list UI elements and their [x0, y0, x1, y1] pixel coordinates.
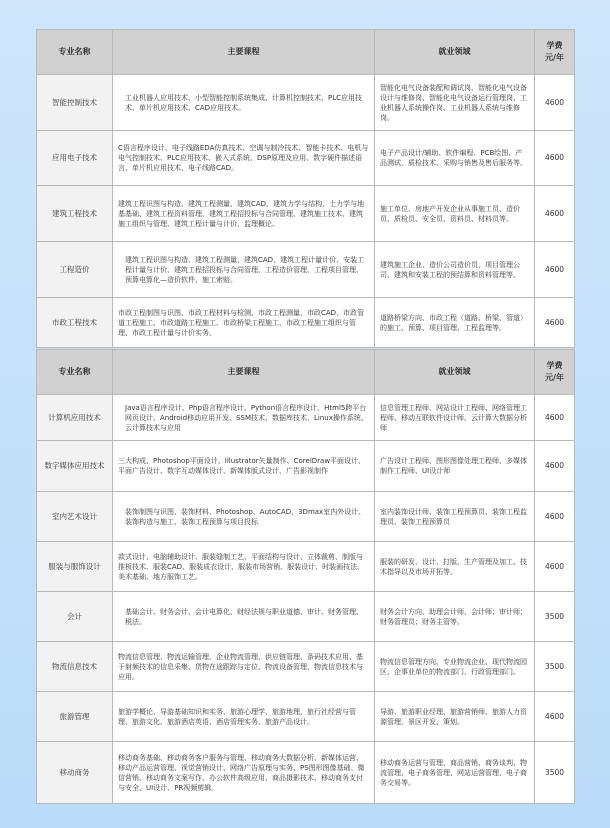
employment-field: 室内装饰设计师、装饰工程预算员、装饰工程监理员、装饰工程预算员: [375, 492, 535, 542]
tuition-fee: 3500: [535, 642, 575, 692]
header-fee-line2: 元/年: [545, 373, 564, 382]
tuition-fee: 4600: [535, 298, 575, 348]
major-name: 计算机应用技术: [37, 395, 113, 441]
major-name: 数字媒体应用技术: [37, 441, 113, 492]
header-fee-line2: 元/年: [545, 53, 564, 62]
header-major: 专业名称: [37, 30, 113, 75]
header-fee-line1: 学费: [546, 41, 563, 50]
header-major: 专业名称: [37, 350, 113, 395]
employment-field: 道路桥梁方向、市政工程（道路、桥梁、管道）的施工、预算、项目管理、工程监理等。: [375, 298, 535, 348]
table-row: [37, 298, 575, 348]
main-courses: 建筑工程识图与构造、建筑工程测量、建筑CAD、建筑力学与结构、土力学与地基基础、建筑工程资料管理、建筑工程招投标与合同管理、建筑施工技术、建筑施工组织与管理、建筑工程计量与计价、监理概论。: [113, 186, 375, 242]
header-field: 就业领域: [375, 350, 535, 395]
tuition-fee: 4600: [535, 186, 575, 242]
header-courses: 主要课程: [113, 30, 375, 75]
program-table: [36, 29, 575, 348]
employment-field: 建筑施工企业、造价公司造价员，项目管理公司、建筑和安装工程的预结算和资料管理等。: [375, 242, 535, 298]
table-row: [37, 75, 575, 131]
tuition-fee: 4600: [535, 692, 575, 742]
program-table-2: [36, 349, 574, 804]
table-row: [37, 242, 575, 298]
table-row: [37, 642, 575, 692]
table-row: [37, 542, 575, 592]
tuition-fee: 4600: [535, 75, 575, 131]
table-row: [37, 692, 575, 742]
header-field: 就业领域: [375, 30, 535, 75]
table-row: [37, 395, 575, 441]
header-fee: [535, 30, 575, 75]
program-table-1: [36, 29, 574, 348]
major-name: 市政工程技术: [37, 298, 113, 348]
employment-field: 智能化电气设备装配和调试岗、智能化电气设备设计与维修岗、智能化电气设备运行管理岗、工业机器人系统操作岗、工业机器人系统与维修岗。: [375, 75, 535, 131]
tuition-fee: 4600: [535, 492, 575, 542]
employment-field: 信息管理工程师、网站设计工程师、网络管理工程师、移动互联软件设计师、云计算大数据分析师: [375, 395, 535, 441]
main-courses: Java语言程序设计、Php语言程序设计、Python语言程序设计、Html5跨平台网页设计、Android移动应用开发、SSM技术、数据库技术、Linux操作系统、云计算技术与应用: [113, 395, 375, 441]
table-header-row: [37, 350, 575, 395]
main-courses: 款式设计、电脑辅助设计、服装缝制工艺、平面结构与设计、立体裁剪、制版与推板技术、服装CAD、服装成衣设计、服装市场营销、服装设计、时装画技法、美术基础、地方服饰工艺。: [113, 542, 375, 592]
major-name: 物流信息技术: [37, 642, 113, 692]
main-courses: 装饰制图与识图、装饰材料、Photoshop、AutoCAD、3Dmax室内外设计、装饰构造与施工、装饰工程预算与项目投标: [113, 492, 375, 542]
main-courses: C语言程序设计、电子线路EDA仿真技术、空调与制冷技术、智能卡技术、电机与电气控制技术、PLC应用技术、嵌入式系统、DSP原理及应用、数字硬件描述语言、单片机应用技术、电子线路CAD。: [113, 131, 375, 186]
header-fee-line1: 学费: [546, 361, 563, 370]
table-header-row: [37, 30, 575, 75]
tuition-fee: 4600: [535, 242, 575, 298]
table-row: [37, 441, 575, 492]
major-name: 室内艺术设计: [37, 492, 113, 542]
table-row: [37, 131, 575, 186]
major-name: 应用电子技术: [37, 131, 113, 186]
employment-field: 服装的研发、设计、打版、生产管理及加工、技术指导以及市场开拓等。: [375, 542, 535, 592]
tuition-fee: 4600: [535, 542, 575, 592]
tuition-fee: 3500: [535, 592, 575, 642]
major-name: 智能控制技术: [37, 75, 113, 131]
major-name: 工程造价: [37, 242, 113, 298]
major-name: 建筑工程技术: [37, 186, 113, 242]
employment-field: 施工单位、房地产开发企业从事施工员、造价员、质检员、安全员、资料员、材料员等。: [375, 186, 535, 242]
major-name: 服装与服饰设计: [37, 542, 113, 592]
major-name: 会计: [37, 592, 113, 642]
main-courses: 旅游学概论、导游基础知识和实务、旅游心理学、旅游地理、旅行社经营与管理、旅游文化、旅游酒店英语、酒店管理实务、旅游产品设计。: [113, 692, 375, 742]
main-courses: 基础会计、财务会计、会计电算化、财经法规与职业道德、审计、财务管理、税法。: [113, 592, 375, 642]
tuition-fee: 4600: [535, 441, 575, 492]
tuition-fee: 4600: [535, 395, 575, 441]
tuition-fee: 4600: [535, 131, 575, 186]
employment-field: 物流信息管理方向、专业物流企业、现代物流园区、企事业单位的物流部门、行政管理部门。: [375, 642, 535, 692]
main-courses: 移动商务基础、移动商务客户服务与管理、移动商务大数据分析、新媒体运营、移动产品运营管理、视觉营销设计、网络广告原理与实务、PS图形图像基础、微信营销、移动商务文案写作、办公软件高级应用、商品摄影技术、移动商务支付与安全、UI设计、PR视频剪辑。: [113, 742, 375, 804]
employment-field: 财务会计方向、助理会计师、会计师；审计师；财务管理员；财务主管等。: [375, 592, 535, 642]
employment-field: 广告设计工程师、图形图像处理工程师、多媒体制作工程师、UI设计师: [375, 441, 535, 492]
main-courses: 工业机器人应用技术、小型智能控制系统集成、计算机控制技术、PLC应用技术、单片机应用技术、CAD应用技术。: [113, 75, 375, 131]
employment-field: 电子产品设计/辅助、软件编程、PCB绘图、产品测试、质检技术、采购与销售及售后服务等。: [375, 131, 535, 186]
employment-field: 导游、旅游职业经理、旅游营销师、旅游人力资源管理、景区开发、策划。: [375, 692, 535, 742]
header-fee: [535, 350, 575, 395]
program-table: [36, 349, 575, 804]
employment-field: 移动商务运营与管理、商品营销、商务谈判、物流管理、电子商务管理、网站运营管理、电子商务交易等。: [375, 742, 535, 804]
tuition-fee: 3500: [535, 742, 575, 804]
major-name: 旅游管理: [37, 692, 113, 742]
main-courses: 物流信息管理、物流运输管理、企业物流管理、供应链管理、条码技术应用、基于射频技术的信息采集、货物在途跟踪与定位、物流设备管理、物流信息技术与应用。: [113, 642, 375, 692]
table-row: [37, 186, 575, 242]
main-courses: 市政工程制图与识图、市政工程材料与检测、市政工程测量、市政CAD、市政管道工程施工、市政道路工程施工、市政桥梁工程施工、市政工程施工组织与管理、市政工程计量与计价实务。: [113, 298, 375, 348]
table-row: [37, 492, 575, 542]
major-name: 移动商务: [37, 742, 113, 804]
main-courses: 建筑工程识图与构造、建筑工程测量、建筑CAD、建筑工程计量计价、安装工程计量与计价、建筑工程招投标与合同管理、工程造价管理、工程项目管理、预算电算化—造价软件、施工索赔。: [113, 242, 375, 298]
main-courses: 三大构成、Photoshop平面设计、Illustrator矢量制作、CorelDraw平面设计、平面广告设计、数字互动媒体设计、新媒体版式设计、广告影视制作: [113, 441, 375, 492]
table-row: [37, 742, 575, 804]
table-row: [37, 592, 575, 642]
header-courses: 主要课程: [113, 350, 375, 395]
